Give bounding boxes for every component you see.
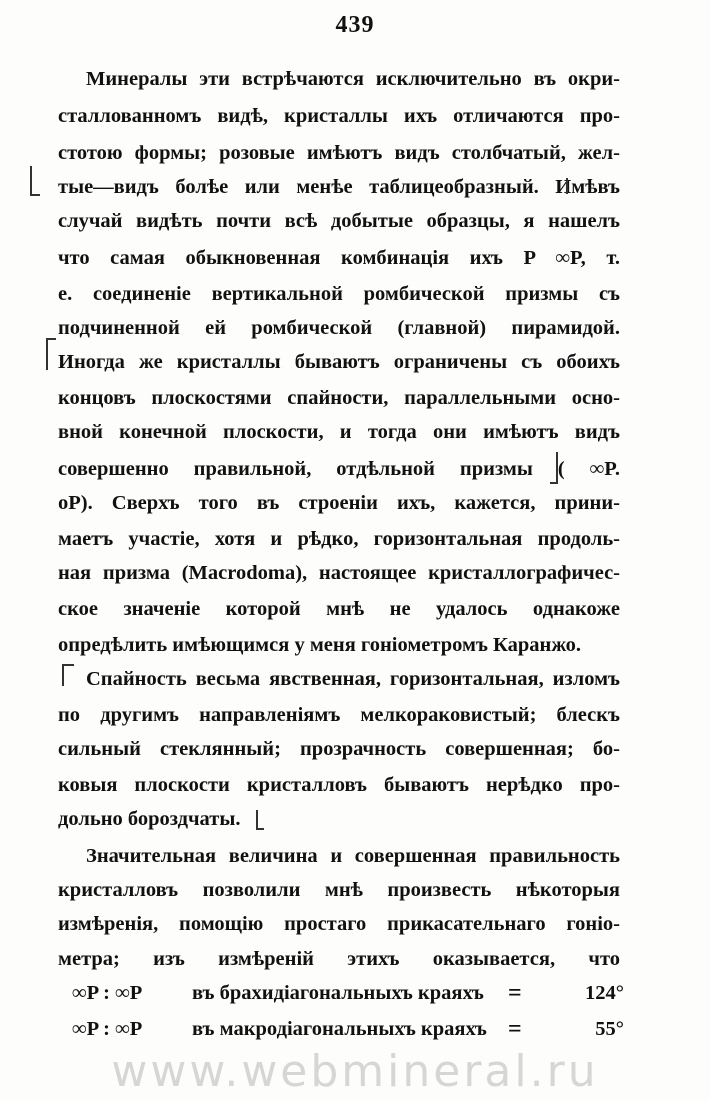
text-line: концовъ плоскостями спайности, параллельными осно-: [58, 387, 620, 409]
text-line: Спайность весьма явственная, горизонтальная, изломъ: [86, 668, 620, 690]
formula-lhs: ∞P : ∞P: [72, 1018, 143, 1040]
watermark: www.webmineral.ru: [111, 1046, 599, 1097]
text-line: Значительная величина и совершенная правильность: [86, 845, 620, 867]
formula-equals: =: [508, 1016, 522, 1042]
text-line: сильный стеклянный; прозрачность совершенная; бо-: [58, 738, 620, 760]
pencil-bracket-mark: [560, 178, 568, 194]
pencil-bracket-mark: [256, 810, 264, 830]
text-line: совершенно правильной, отдѣльной призмы ( ∞P.: [58, 458, 620, 480]
formula-row: [72, 975, 624, 1011]
text-line: oP). Сверхъ того въ строеніи ихъ, кажется, прини-: [58, 492, 620, 514]
formula-lhs: ∞P : ∞P: [72, 982, 143, 1004]
text-line: случай видѣть почти всѣ добытые образцы, я нашелъ: [58, 210, 620, 232]
text-line: подчиненной ей ромбической (главной) пирамидой.: [58, 317, 620, 339]
text-line: метра; изъ измѣреній этихъ оказывается, что: [58, 948, 620, 970]
text-line: тые—видъ болѣе или менѣе таблицеобразный. Имѣвъ: [58, 176, 620, 198]
text-line: кристалловъ позволили мнѣ произвесть нѣкоторыя: [58, 879, 620, 901]
text-line: вной конечной плоскости, и тогда они имѣютъ видъ: [58, 421, 620, 443]
text-line: Минералы эти встрѣчаются исключительно въ окри-: [86, 68, 620, 90]
text-line: стотою формы; розовые имѣютъ видъ столбчатый, жел-: [58, 142, 620, 164]
text-line: что самая обыкновенная комбинація ихъ P ∞P, т.: [58, 247, 620, 269]
text-line: е. соединеніе вертикальной ромбической призмы съ: [58, 283, 620, 305]
text-line: опредѣлить имѣющимся у меня гоніометромъ Каранжо.: [58, 634, 582, 656]
formula-text: въ макродіагональныхъ краяхъ: [192, 1018, 487, 1040]
text-line: ское значеніе которой мнѣ не удалось однакоже: [58, 598, 620, 620]
formula-value: 55°: [595, 1018, 624, 1040]
text-line: маетъ участіе, хотя и рѣдко, горизонтальная продоль-: [58, 528, 620, 550]
text-line: дольно бороздчаты.: [58, 808, 241, 830]
pencil-bracket-mark: [550, 452, 558, 484]
pencil-bracket-mark: [30, 166, 40, 196]
formula-row: [72, 1011, 624, 1047]
page-number: 439: [335, 12, 375, 38]
pencil-bracket-mark: [62, 664, 74, 686]
text-line: Иногда же кристаллы бываютъ ограничены съ обоихъ: [58, 351, 620, 373]
text-line: измѣренія, помощію простаго прикасательнаго гоніо-: [58, 913, 620, 935]
text-line: по другимъ направленіямъ мелкораковистый; блескъ: [58, 704, 620, 726]
text-line: ная призма (Macrodoma), настоящее кристаллографичес-: [58, 562, 620, 584]
formula-value: 124°: [585, 982, 624, 1004]
text-line: сталлованномъ видѣ, кристаллы ихъ отличаются про-: [58, 105, 620, 127]
text-line: ковыя плоскости кристалловъ бываютъ нерѣдко про-: [58, 774, 620, 796]
formula-text: въ брахидіагональныхъ краяхъ: [192, 982, 484, 1004]
pencil-bracket-mark: [46, 338, 56, 370]
formula-equals: =: [508, 980, 522, 1006]
